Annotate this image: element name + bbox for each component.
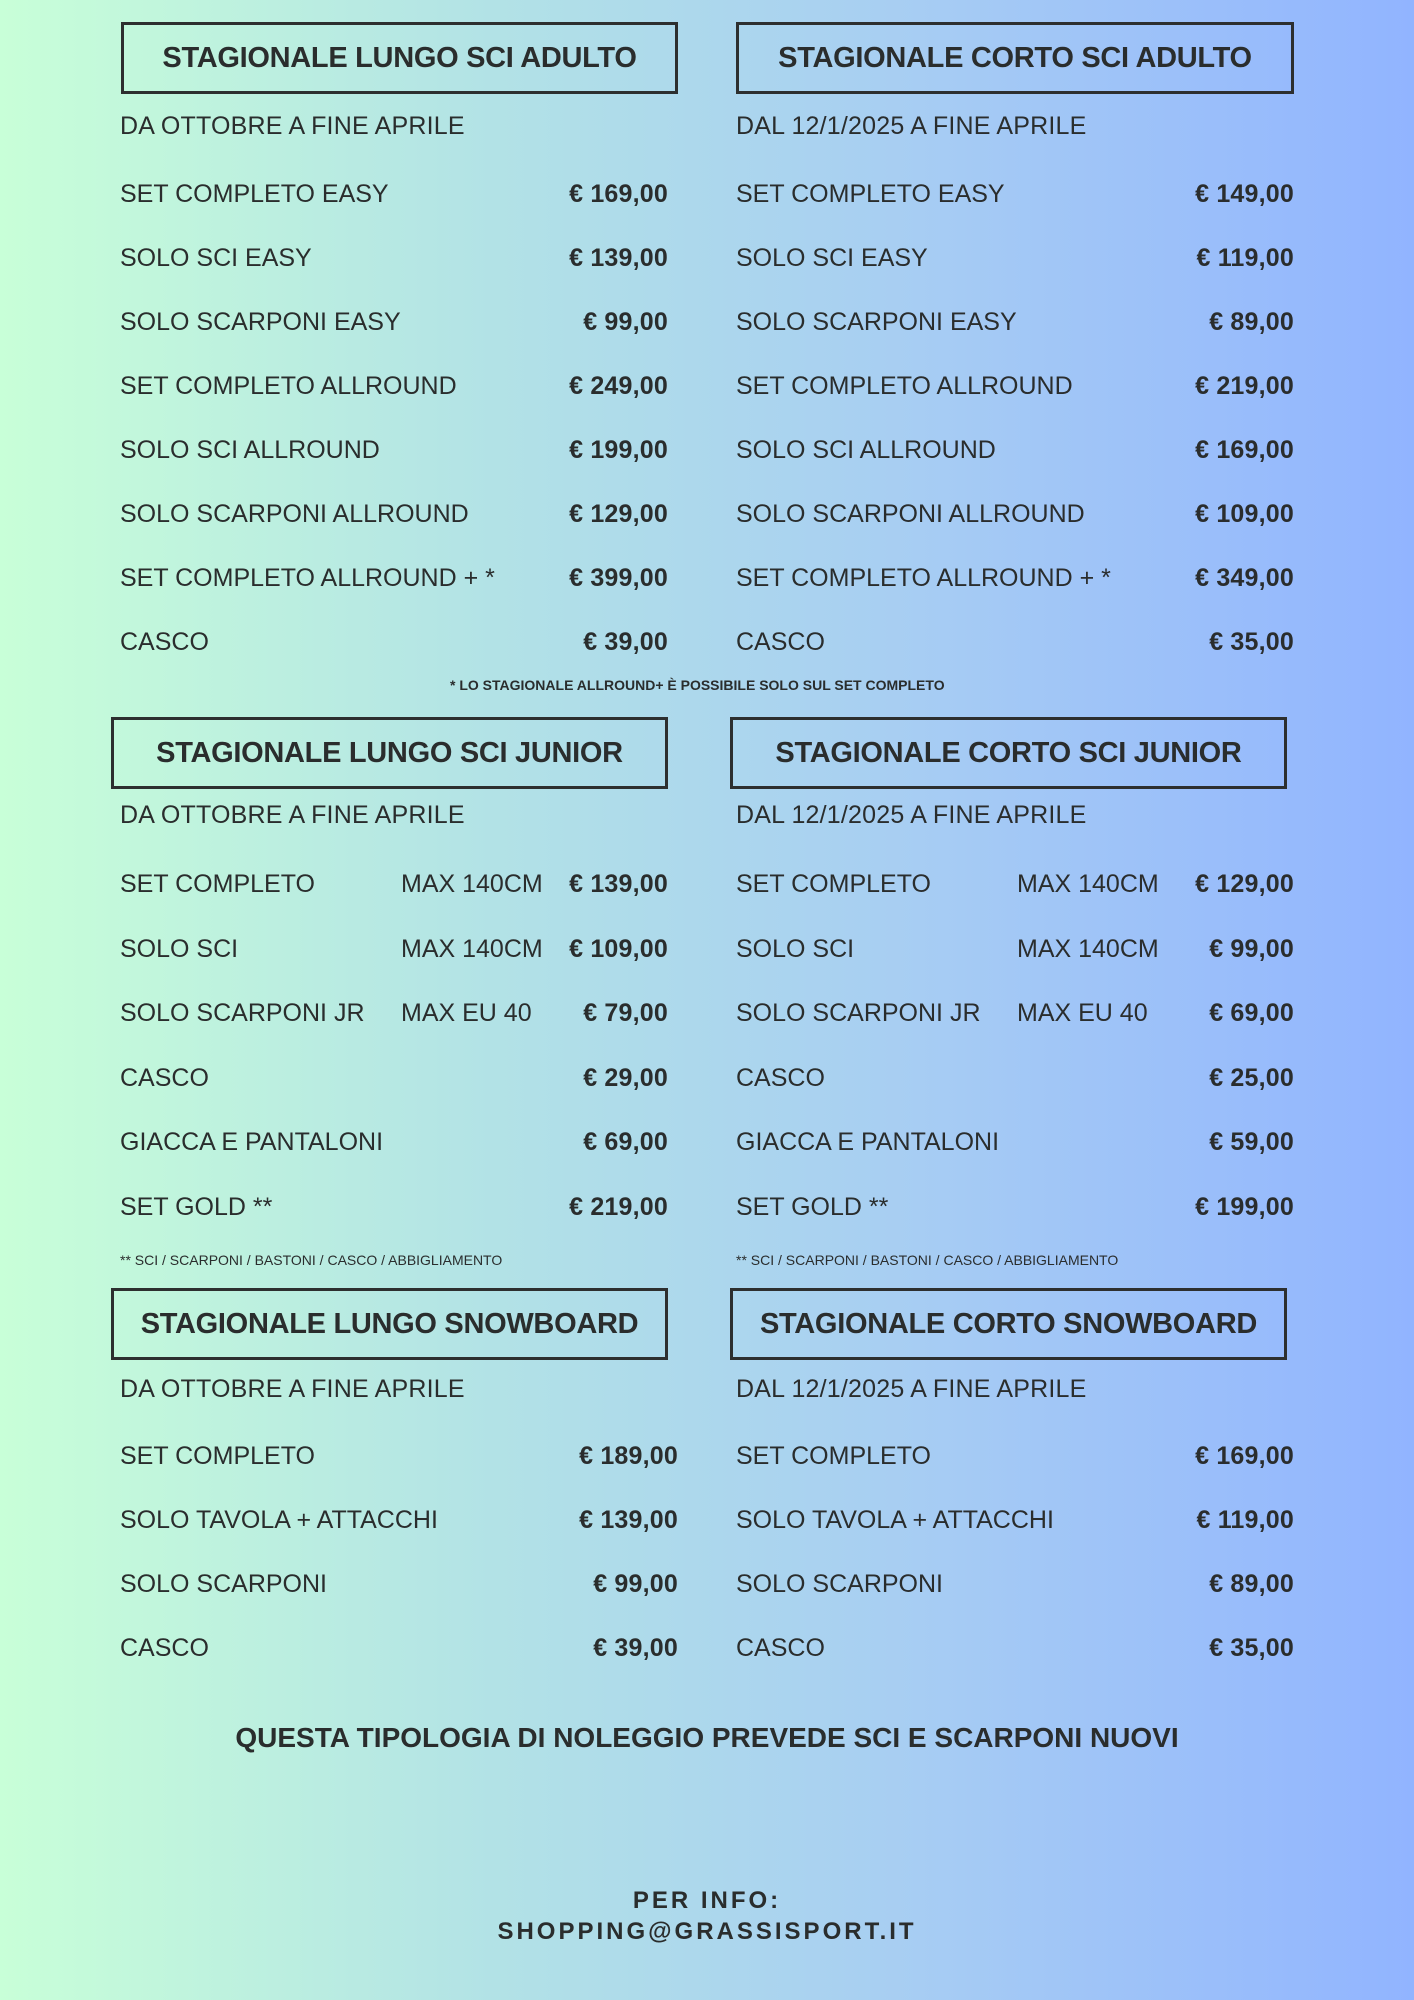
item-price: € 99,00 — [593, 1569, 678, 1598]
item-name: CASCO — [736, 627, 825, 656]
item-price: € 349,00 — [1195, 563, 1294, 592]
item-size-limit: MAX EU 40 — [1017, 998, 1148, 1027]
price-row — [736, 366, 1294, 406]
item-price: € 399,00 — [569, 563, 668, 592]
period-junior-short: DAL 12/1/2025 A FINE APRILE — [736, 801, 1087, 829]
item-name: SOLO SCI ALLROUND — [120, 435, 380, 464]
item-size-limit: MAX 140CM — [401, 869, 543, 898]
item-name: SOLO SCARPONI JR — [736, 998, 981, 1027]
item-price: € 149,00 — [1195, 179, 1294, 208]
item-price: € 59,00 — [1209, 1127, 1294, 1156]
price-row — [736, 1122, 1294, 1162]
price-row — [736, 494, 1294, 534]
price-row — [736, 558, 1294, 598]
price-row — [120, 993, 668, 1033]
item-price: € 129,00 — [569, 499, 668, 528]
item-price: € 249,00 — [569, 371, 668, 400]
item-price: € 129,00 — [1195, 869, 1294, 898]
item-size-limit: MAX 140CM — [1017, 934, 1159, 963]
item-price: € 189,00 — [579, 1441, 678, 1470]
period-adult-long: DA OTTOBRE A FINE APRILE — [120, 112, 465, 140]
item-name: GIACCA E PANTALONI — [736, 1127, 1000, 1156]
item-price: € 39,00 — [583, 627, 668, 656]
item-name: SET COMPLETO — [120, 869, 315, 898]
item-price: € 169,00 — [569, 179, 668, 208]
item-price: € 219,00 — [1195, 371, 1294, 400]
price-row — [736, 622, 1294, 662]
price-row — [736, 929, 1294, 969]
note-gold-right: ** SCI / SCARPONI / BASTONI / CASCO / ABBIGLIAMENTO — [736, 1252, 1119, 1268]
price-row — [120, 1187, 668, 1227]
item-price: € 35,00 — [1209, 627, 1294, 656]
price-row — [736, 430, 1294, 470]
price-row — [736, 1058, 1294, 1098]
item-name: SOLO SCI — [120, 934, 239, 963]
item-name: SET COMPLETO ALLROUND — [120, 371, 457, 400]
item-name: SOLO SCI — [736, 934, 855, 963]
item-name: SET GOLD ** — [736, 1192, 889, 1221]
section-title-junior-long: STAGIONALE LUNGO SCI JUNIOR — [111, 717, 668, 789]
item-name: SET COMPLETO EASY — [736, 179, 1005, 208]
item-price: € 35,00 — [1209, 1633, 1294, 1662]
item-name: SOLO SCARPONI — [736, 1569, 943, 1598]
item-name: SOLO TAVOLA + ATTACCHI — [736, 1505, 1054, 1534]
section-title-snowboard-long: STAGIONALE LUNGO SNOWBOARD — [111, 1288, 668, 1360]
item-name: SOLO SCI EASY — [736, 243, 928, 272]
item-name: CASCO — [736, 1063, 825, 1092]
period-adult-short: DAL 12/1/2025 A FINE APRILE — [736, 112, 1087, 140]
price-row — [736, 864, 1294, 904]
price-row — [736, 1628, 1294, 1668]
item-price: € 109,00 — [569, 934, 668, 963]
item-price: € 199,00 — [569, 435, 668, 464]
note-allround: * LO STAGIONALE ALLROUND+ È POSSIBILE SOLO SUL SET COMPLETO — [450, 677, 945, 693]
item-price: € 99,00 — [583, 307, 668, 336]
price-row — [736, 1500, 1294, 1540]
item-price: € 119,00 — [1196, 1505, 1294, 1534]
item-price: € 139,00 — [569, 869, 668, 898]
item-price: € 25,00 — [1209, 1063, 1294, 1092]
price-row — [120, 1628, 678, 1668]
item-name: CASCO — [736, 1633, 825, 1662]
item-price: € 199,00 — [1195, 1192, 1294, 1221]
price-row — [120, 494, 668, 534]
item-price: € 169,00 — [1195, 1441, 1294, 1470]
price-row — [120, 1564, 678, 1604]
price-row — [120, 558, 668, 598]
item-price: € 89,00 — [1209, 307, 1294, 336]
item-price: € 139,00 — [569, 243, 668, 272]
price-row — [736, 302, 1294, 342]
item-name: SET COMPLETO — [736, 1441, 931, 1470]
price-row — [120, 1436, 678, 1476]
item-price: € 109,00 — [1195, 499, 1294, 528]
item-name: CASCO — [120, 1063, 209, 1092]
item-name: SET COMPLETO EASY — [120, 179, 389, 208]
item-price: € 79,00 — [583, 998, 668, 1027]
item-name: SET COMPLETO — [120, 1441, 315, 1470]
item-price: € 219,00 — [569, 1192, 668, 1221]
price-row — [120, 864, 668, 904]
price-row — [736, 993, 1294, 1033]
info-label: PER INFO: — [632, 1887, 782, 1914]
item-price: € 119,00 — [1196, 243, 1294, 272]
price-row — [120, 366, 668, 406]
price-row — [120, 1500, 678, 1540]
period-junior-long: DA OTTOBRE A FINE APRILE — [120, 801, 465, 829]
item-price: € 139,00 — [579, 1505, 678, 1534]
item-name: SOLO SCI EASY — [120, 243, 312, 272]
info-email[interactable]: SHOPPING@GRASSISPORT.IT — [497, 1918, 917, 1945]
item-price: € 69,00 — [1209, 998, 1294, 1027]
item-name: SET GOLD ** — [120, 1192, 273, 1221]
item-price: € 29,00 — [583, 1063, 668, 1092]
price-row — [736, 1436, 1294, 1476]
item-name: SOLO TAVOLA + ATTACCHI — [120, 1505, 438, 1534]
section-title-junior-short: STAGIONALE CORTO SCI JUNIOR — [730, 717, 1287, 789]
tagline: QUESTA TIPOLOGIA DI NOLEGGIO PREVEDE SCI E SCARPONI NUOVI — [235, 1722, 1179, 1753]
item-name: CASCO — [120, 1633, 209, 1662]
period-snowboard-short: DAL 12/1/2025 A FINE APRILE — [736, 1375, 1087, 1403]
note-gold-left: ** SCI / SCARPONI / BASTONI / CASCO / ABBIGLIAMENTO — [120, 1252, 503, 1268]
price-row — [120, 174, 668, 214]
price-row — [120, 430, 668, 470]
price-row — [120, 622, 668, 662]
section-title-adult-short: STAGIONALE CORTO SCI ADULTO — [736, 22, 1294, 94]
item-price: € 69,00 — [583, 1127, 668, 1156]
item-size-limit: MAX 140CM — [1017, 869, 1159, 898]
item-name: SOLO SCARPONI ALLROUND — [120, 499, 469, 528]
item-name: SOLO SCARPONI ALLROUND — [736, 499, 1085, 528]
item-price: € 99,00 — [1209, 934, 1294, 963]
section-title-snowboard-short: STAGIONALE CORTO SNOWBOARD — [730, 1288, 1287, 1360]
item-name: SOLO SCARPONI — [120, 1569, 327, 1598]
item-name: CASCO — [120, 627, 209, 656]
item-name: SET COMPLETO ALLROUND + * — [736, 563, 1111, 592]
item-name: SET COMPLETO ALLROUND — [736, 371, 1073, 400]
price-row — [736, 238, 1294, 278]
item-size-limit: MAX EU 40 — [401, 998, 532, 1027]
item-price: € 169,00 — [1195, 435, 1294, 464]
item-name: SOLO SCARPONI JR — [120, 998, 365, 1027]
section-title-adult-long: STAGIONALE LUNGO SCI ADULTO — [121, 22, 678, 94]
period-snowboard-long: DA OTTOBRE A FINE APRILE — [120, 1375, 465, 1403]
item-name: SET COMPLETO — [736, 869, 931, 898]
price-row — [120, 1122, 668, 1162]
price-row — [736, 174, 1294, 214]
price-row — [120, 238, 668, 278]
item-name: SOLO SCI ALLROUND — [736, 435, 996, 464]
item-name: SET COMPLETO ALLROUND + * — [120, 563, 495, 592]
item-price: € 39,00 — [593, 1633, 678, 1662]
price-row — [736, 1187, 1294, 1227]
item-price: € 89,00 — [1209, 1569, 1294, 1598]
price-row — [120, 929, 668, 969]
item-size-limit: MAX 140CM — [401, 934, 543, 963]
item-name: SOLO SCARPONI EASY — [736, 307, 1017, 336]
price-row — [120, 1058, 668, 1098]
item-name: SOLO SCARPONI EASY — [120, 307, 401, 336]
price-row — [120, 302, 668, 342]
price-row — [736, 1564, 1294, 1604]
item-name: GIACCA E PANTALONI — [120, 1127, 384, 1156]
